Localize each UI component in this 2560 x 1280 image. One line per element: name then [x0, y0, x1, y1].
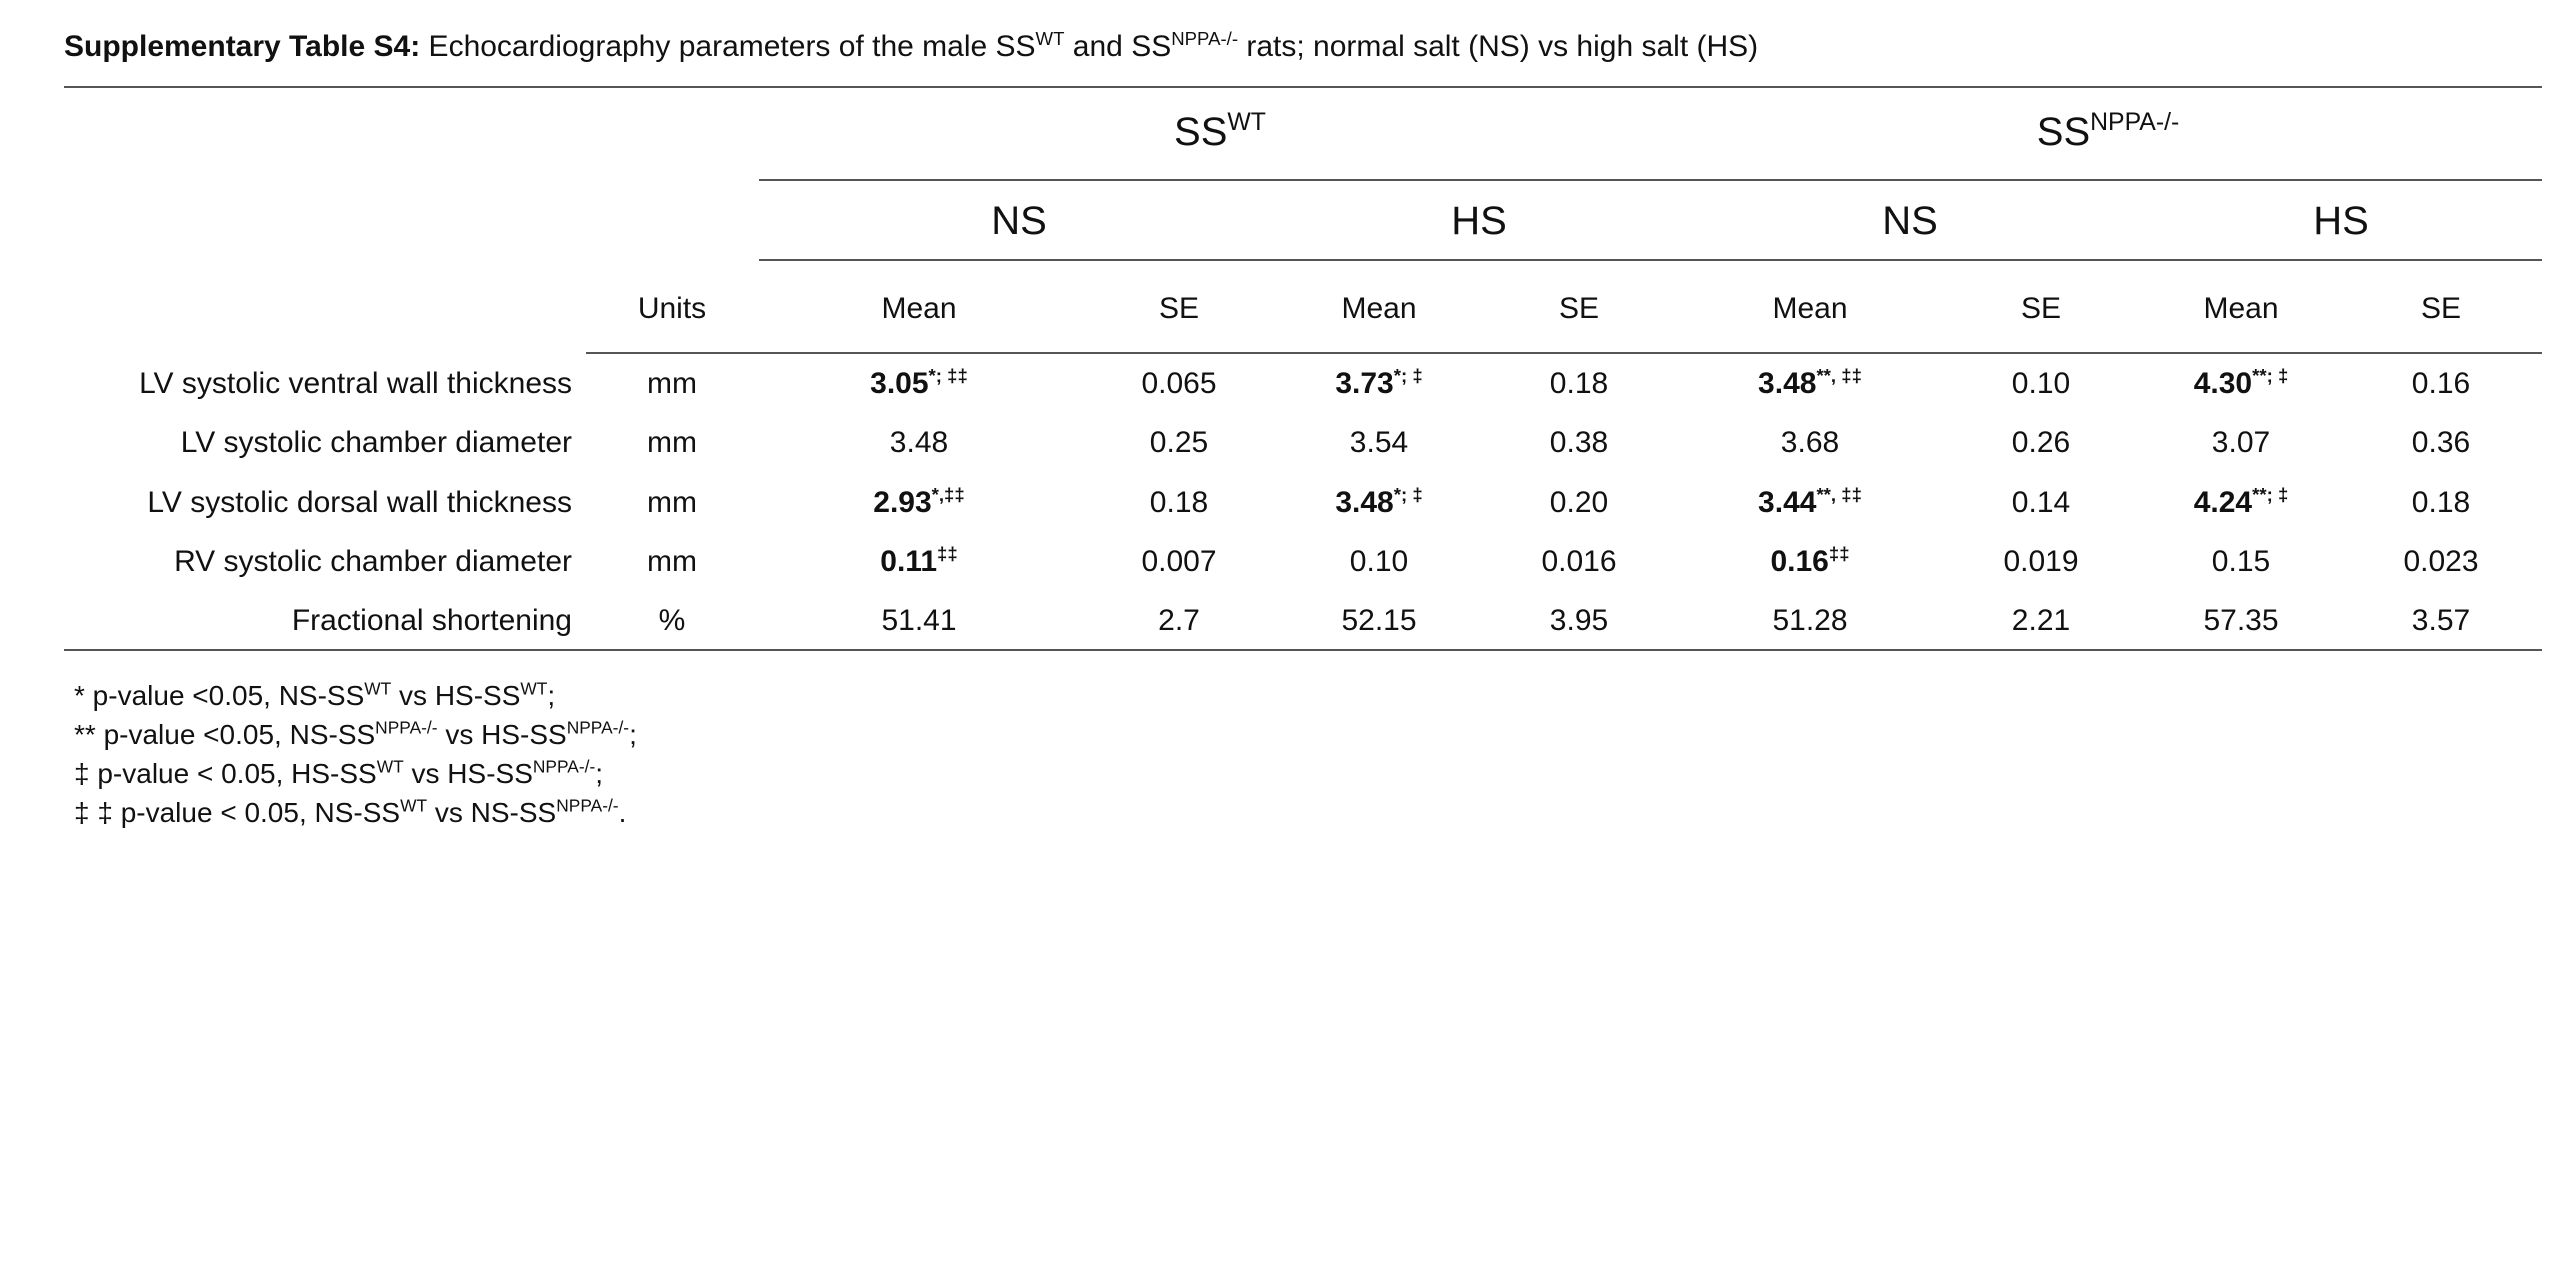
table-cell: 0.019	[2003, 545, 2079, 578]
table-cell: 0.36	[2411, 426, 2471, 459]
table-cell: 0.023	[2403, 545, 2479, 578]
table-cell: 52.15	[1341, 604, 1417, 637]
table-cell: 0.16	[2411, 367, 2471, 400]
condition-header-wt-ns: NS	[991, 199, 1047, 243]
row-label: Fractional shortening	[291, 604, 572, 637]
mean-header: Mean	[1772, 292, 1848, 325]
row-unit: mm	[647, 367, 697, 400]
significance-marker: *; ‡	[1393, 364, 1423, 386]
se-header: SE	[2420, 292, 2462, 325]
row-unit: mm	[647, 545, 697, 578]
table-cell: 0.14	[2011, 486, 2071, 519]
caption-sup-nppa: NPPA-/-	[1171, 27, 1239, 49]
footnote-line: ** p-value <0.05, $NS-SS^{NPPA-/-}$ vs $HS-SS^{NPPA-/-}$;	[74, 717, 637, 750]
footnote-line: * p-value <0.05, $NS-SS^{WT}$ vs $HS-SS^{WT}$;	[74, 678, 556, 711]
header-rule	[586, 352, 2542, 354]
table-cell: 4.30**; ‡	[2193, 364, 2289, 400]
row-label: LV systolic dorsal wall thickness	[147, 486, 572, 519]
condition-header-nppa-ns: NS	[1882, 199, 1938, 243]
footnote-line: ‡ ‡ p-value < 0.05, $NS-SS^{WT}$ vs $NS-SS^{NPPA-/-}$.	[74, 795, 627, 828]
caption-text-2: and SS	[1064, 30, 1172, 63]
caption-sup-wt: WT	[1035, 27, 1065, 49]
table-cell: 3.48*; ‡	[1335, 483, 1423, 519]
top-rule	[64, 86, 2542, 88]
caption-text-3: rats; normal salt (NS) vs high salt (HS)	[1238, 30, 1759, 63]
row-label: LV systolic ventral wall thickness	[139, 367, 572, 400]
table-cell: 4.24**; ‡	[2193, 483, 2289, 519]
footnotes	[74, 676, 637, 832]
table-cell: 0.10	[1349, 545, 1409, 578]
significance-marker: **; ‡	[2252, 483, 2289, 505]
table-cell: 0.38	[1549, 426, 1609, 459]
units-header: Units	[637, 292, 707, 325]
se-header: SE	[2020, 292, 2062, 325]
table-cell: 0.26	[2011, 426, 2071, 459]
mean-header: Mean	[881, 292, 957, 325]
group-header-wt: $SS^{WT}$	[1174, 109, 1266, 154]
table-cell: 0.18	[1149, 486, 1209, 519]
significance-marker: *; ‡‡	[928, 364, 968, 386]
significance-marker: **, ‡‡	[1816, 364, 1862, 386]
significance-marker: ‡‡	[1828, 542, 1850, 564]
mean-header: Mean	[1341, 292, 1417, 325]
table-cell: 2.21	[2011, 604, 2071, 637]
table-cell: 0.18	[2411, 486, 2471, 519]
row-unit: %	[658, 604, 686, 637]
caption-text-1: Echocardiography parameters of the male SS	[420, 30, 1036, 63]
table-cell: 0.007	[1141, 545, 1217, 578]
bottom-rule	[64, 649, 2542, 651]
table-cell: 3.95	[1549, 604, 1609, 637]
significance-marker: ‡‡	[937, 542, 958, 564]
row-unit: mm	[647, 486, 697, 519]
row-label: LV systolic chamber diameter	[180, 426, 572, 459]
table-cell: 0.065	[1141, 367, 1217, 400]
table-caption	[64, 27, 1759, 64]
table-cell: 3.07	[2211, 426, 2271, 459]
mean-header: Mean	[2203, 292, 2279, 325]
table-cell: 57.35	[2203, 604, 2279, 637]
table-cell: 0.016	[1541, 545, 1617, 578]
row-label: RV systolic chamber diameter	[174, 545, 572, 578]
table-cell: 2.7	[1158, 604, 1200, 637]
significance-marker: *,‡‡	[931, 483, 965, 505]
table-cell: 51.28	[1772, 604, 1848, 637]
table-cell: 0.10	[2011, 367, 2071, 400]
table-cell: 0.11‡‡	[880, 542, 958, 578]
table-cell: 0.18	[1549, 367, 1609, 400]
row-unit: mm	[647, 426, 697, 459]
condition-header-wt-hs: HS	[1451, 199, 1507, 243]
condition-header-nppa-hs: HS	[2313, 199, 2369, 243]
table-cell: 3.05*; ‡‡	[870, 364, 968, 400]
se-header: SE	[1158, 292, 1200, 325]
table-cell: 2.93*,‡‡	[873, 483, 965, 519]
table-cell: 3.48**, ‡‡	[1758, 364, 1862, 400]
table-cell: 3.73*; ‡	[1335, 364, 1423, 400]
footnote-line: ‡ p-value < 0.05, $HS-SS^{WT}$ vs $HS-SS^{NPPA-/-}$;	[74, 756, 604, 789]
significance-marker: **, ‡‡	[1816, 483, 1862, 505]
significance-marker: **; ‡	[2252, 364, 2289, 386]
group-rule	[759, 179, 2542, 181]
table-cell: 51.41	[881, 604, 957, 637]
table-cell: 3.54	[1349, 426, 1409, 459]
se-header: SE	[1558, 292, 1600, 325]
table-cell: 0.20	[1549, 486, 1609, 519]
table-cell: 0.25	[1149, 426, 1209, 459]
significance-marker: *; ‡	[1393, 483, 1423, 505]
group-header-nppa: $SS^{NPPA-/-}$	[2036, 109, 2180, 154]
table-cell: 3.48	[889, 426, 949, 459]
table-cell: 3.68	[1780, 426, 1840, 459]
table-cell: 0.16‡‡	[1770, 542, 1850, 578]
caption-label: Supplementary Table S4:	[64, 30, 421, 63]
condition-rule	[759, 259, 2542, 261]
table-cell: 3.44**, ‡‡	[1758, 483, 1862, 519]
table-cell: 0.15	[2211, 545, 2271, 578]
table-cell: 3.57	[2411, 604, 2471, 637]
